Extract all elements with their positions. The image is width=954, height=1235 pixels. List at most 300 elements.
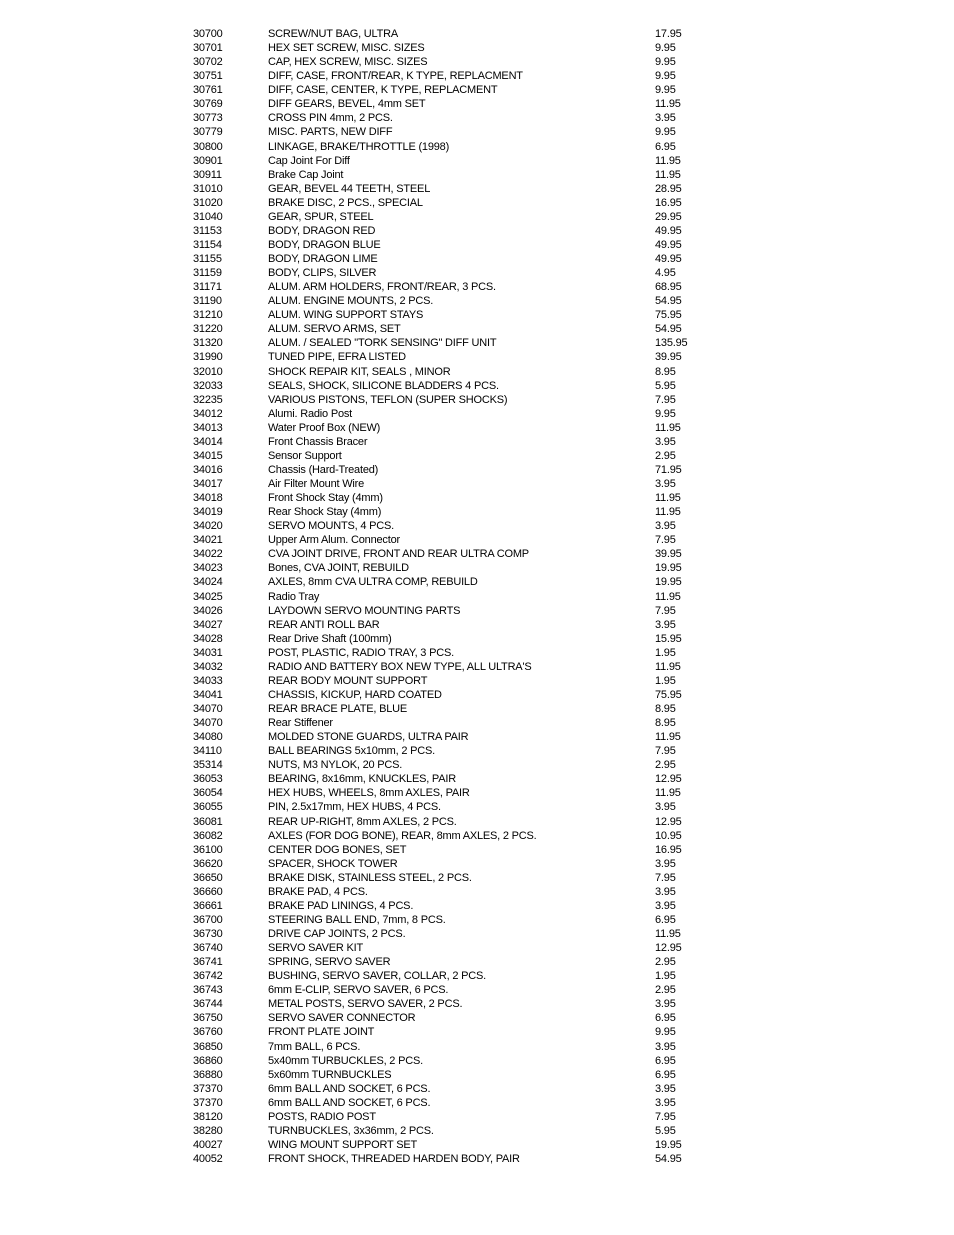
part-description: Alumi. Radio Post <box>268 407 353 420</box>
part-description: CENTER DOG BONES, SET <box>268 843 407 856</box>
part-price: 11.95 <box>655 98 681 111</box>
part-number: 31190 <box>193 295 222 308</box>
table-row <box>0 477 954 491</box>
part-number: 36850 <box>193 1040 223 1053</box>
part-description: ALUM. ENGINE MOUNTS, 2 PCS. <box>268 295 434 308</box>
part-price: 6.95 <box>655 1012 676 1025</box>
part-price: 54.95 <box>655 1153 682 1165</box>
part-number: 34016 <box>193 463 223 476</box>
part-price: 4.95 <box>655 267 676 280</box>
part-number: 36081 <box>193 815 223 828</box>
table-row <box>0 308 954 322</box>
table-row <box>0 533 954 547</box>
part-price: 12.95 <box>655 815 682 828</box>
part-number: 36880 <box>193 1068 223 1081</box>
part-price: 9.95 <box>655 42 676 55</box>
part-number: 30800 <box>193 140 223 153</box>
part-number: 32033 <box>193 379 223 392</box>
part-description: Chassis (Hard-Treated) <box>268 463 379 476</box>
part-price: 3.95 <box>655 112 676 125</box>
part-number: 36743 <box>193 984 223 997</box>
part-number: 34015 <box>193 449 223 462</box>
part-number: 31155 <box>193 253 222 265</box>
part-number: 30901 <box>193 154 223 167</box>
part-price: 8.95 <box>655 703 676 715</box>
table-row <box>0 505 954 519</box>
part-price: 68.95 <box>655 281 682 294</box>
part-description: MOLDED STONE GUARDS, ULTRA PAIR <box>268 731 469 744</box>
table-row <box>0 140 954 154</box>
part-price: 11.95 <box>655 787 681 800</box>
part-price: 49.95 <box>655 224 682 237</box>
part-number: 34033 <box>193 674 223 687</box>
part-price: 11.95 <box>655 492 681 505</box>
part-number: 36100 <box>193 843 223 856</box>
table-row <box>0 97 954 111</box>
table-row <box>0 590 954 604</box>
part-number: 37370 <box>193 1096 223 1109</box>
table-row <box>0 786 954 800</box>
table-row <box>0 969 954 983</box>
table-row <box>0 1054 954 1068</box>
part-number: 31040 <box>193 210 223 223</box>
part-description: Front Chassis Bracer <box>268 435 368 448</box>
part-number: 34018 <box>193 492 223 505</box>
part-number: 38280 <box>193 1124 223 1137</box>
table-row <box>0 294 954 308</box>
part-price: 11.95 <box>655 660 681 673</box>
part-price: 17.95 <box>655 28 682 40</box>
part-description: 6mm BALL AND SOCKET, 6 PCS. <box>268 1082 431 1095</box>
table-row <box>0 575 954 589</box>
table-row <box>0 913 954 927</box>
part-price: 3.95 <box>655 1040 676 1053</box>
part-description: Rear Stiffener <box>268 717 333 730</box>
part-description: 7mm BALL, 6 PCS. <box>268 1040 361 1053</box>
table-row <box>0 702 954 716</box>
part-price: 11.95 <box>655 421 681 434</box>
part-price: 54.95 <box>655 295 682 308</box>
part-number: 40027 <box>193 1138 223 1151</box>
part-price: 11.95 <box>655 168 681 181</box>
part-description: RADIO AND BATTERY BOX NEW TYPE, ALL ULTRA'S <box>268 660 532 673</box>
part-description: 5x40mm TURBUCKLES, 2 PCS. <box>268 1054 423 1067</box>
part-number: 36750 <box>193 1012 223 1025</box>
part-price: 7.95 <box>655 745 676 758</box>
part-price: 10.95 <box>655 829 682 842</box>
part-price: 9.95 <box>655 84 676 97</box>
part-description: MISC. PARTS, NEW DIFF <box>268 126 393 139</box>
table-row <box>0 168 954 182</box>
part-description: SPRING, SERVO SAVER <box>268 956 391 969</box>
table-row <box>0 997 954 1011</box>
part-description: ALUM. / SEALED "TORK SENSING" DIFF UNIT <box>268 337 497 350</box>
part-price: 2.95 <box>655 956 676 969</box>
table-row <box>0 618 954 632</box>
part-price: 75.95 <box>655 688 682 701</box>
part-description: AXLES (FOR DOG BONE), REAR, 8mm AXLES, 2 PCS. <box>268 829 537 842</box>
part-description: FRONT SHOCK, THREADED HARDEN BODY, PAIR <box>268 1153 520 1165</box>
part-price: 2.95 <box>655 984 676 997</box>
part-number: 34020 <box>193 520 223 533</box>
part-number: 36054 <box>193 787 223 800</box>
part-number: 34032 <box>193 660 223 673</box>
part-price: 3.95 <box>655 899 676 912</box>
part-number: 36650 <box>193 871 223 884</box>
table-row <box>0 322 954 336</box>
part-number: 36082 <box>193 829 223 842</box>
table-row <box>0 688 954 702</box>
table-row <box>0 421 954 435</box>
part-price: 3.95 <box>655 520 676 533</box>
part-description: 6mm E-CLIP, SERVO SAVER, 6 PCS. <box>268 984 449 997</box>
table-row <box>0 69 954 83</box>
part-number: 31320 <box>193 337 223 350</box>
part-description: POST, PLASTIC, RADIO TRAY, 3 PCS. <box>268 646 454 659</box>
part-description: SHOCK REPAIR KIT, SEALS , MINOR <box>268 365 451 378</box>
part-description: CVA JOINT DRIVE, FRONT AND REAR ULTRA COMP <box>268 548 529 561</box>
part-description: DIFF GEARS, BEVEL, 4mm SET <box>268 98 426 111</box>
table-row <box>0 843 954 857</box>
part-number: 31010 <box>193 182 223 195</box>
part-price: 1.95 <box>655 970 676 983</box>
part-price: 3.95 <box>655 885 676 898</box>
part-price: 19.95 <box>655 562 682 575</box>
table-row <box>0 800 954 814</box>
part-description: Upper Arm Alum. Connector <box>268 534 400 547</box>
table-row <box>0 772 954 786</box>
part-description: FRONT PLATE JOINT <box>268 1026 375 1039</box>
part-number: 31154 <box>193 238 222 251</box>
part-description: CHASSIS, KICKUP, HARD COATED <box>268 688 442 701</box>
part-price: 9.95 <box>655 407 676 420</box>
part-number: 34080 <box>193 731 223 744</box>
part-number: 34023 <box>193 562 223 575</box>
part-description: LINKAGE, BRAKE/THROTTLE (1998) <box>268 140 450 153</box>
table-row <box>0 744 954 758</box>
part-price: 6.95 <box>655 1054 676 1067</box>
part-price: 54.95 <box>655 323 682 336</box>
part-price: 3.95 <box>655 1096 676 1109</box>
part-description: Bones, CVA JOINT, REBUILD <box>268 562 409 575</box>
part-price: 3.95 <box>655 998 676 1011</box>
table-row <box>0 252 954 266</box>
part-number: 30769 <box>193 98 223 111</box>
part-number: 34041 <box>193 688 223 701</box>
part-price: 3.95 <box>655 857 676 870</box>
part-price: 11.95 <box>655 506 681 519</box>
table-row <box>0 224 954 238</box>
part-number: 36730 <box>193 928 223 940</box>
part-price: 29.95 <box>655 210 682 223</box>
table-row <box>0 125 954 139</box>
table-row <box>0 27 954 41</box>
part-number: 30779 <box>193 126 223 139</box>
part-number: 34022 <box>193 548 223 561</box>
part-price: 6.95 <box>655 1068 676 1081</box>
part-description: REAR BRACE PLATE, BLUE <box>268 703 408 715</box>
part-number: 34024 <box>193 576 223 589</box>
part-description: REAR ANTI ROLL BAR <box>268 618 380 631</box>
part-number: 34110 <box>193 745 222 758</box>
part-description: Cap Joint For Diff <box>268 154 350 167</box>
part-description: BRAKE DISK, STAINLESS STEEL, 2 PCS. <box>268 871 472 884</box>
table-row <box>0 632 954 646</box>
table-row <box>0 280 954 294</box>
table-row <box>0 927 954 941</box>
part-number: 36742 <box>193 970 223 983</box>
part-description: BODY, DRAGON LIME <box>268 253 378 265</box>
part-number: 31220 <box>193 323 223 336</box>
part-number: 30773 <box>193 112 223 125</box>
table-row <box>0 857 954 871</box>
part-description: SCREW/NUT BAG, ULTRA <box>268 28 399 40</box>
part-price: 11.95 <box>655 590 681 603</box>
part-number: 36055 <box>193 801 223 814</box>
part-price: 9.95 <box>655 126 676 139</box>
part-price: 19.95 <box>655 1138 682 1151</box>
table-row <box>0 1138 954 1152</box>
part-price: 49.95 <box>655 253 682 265</box>
part-price: 6.95 <box>655 140 676 153</box>
table-row <box>0 238 954 252</box>
table-row <box>0 365 954 379</box>
table-row <box>0 885 954 899</box>
part-description: TURNBUCKLES, 3x36mm, 2 PCS. <box>268 1124 434 1137</box>
table-row <box>0 182 954 196</box>
part-number: 34027 <box>193 618 223 631</box>
part-number: 36053 <box>193 773 223 786</box>
table-row <box>0 1011 954 1025</box>
part-price: 2.95 <box>655 759 676 772</box>
part-price: 39.95 <box>655 548 682 561</box>
part-price: 28.95 <box>655 182 682 195</box>
part-price: 11.95 <box>655 731 681 744</box>
part-description: BODY, DRAGON RED <box>268 224 376 237</box>
part-number: 36661 <box>193 899 223 912</box>
part-description: DIFF, CASE, CENTER, K TYPE, REPLACMENT <box>268 84 498 97</box>
table-row <box>0 646 954 660</box>
part-description: CAP, HEX SCREW, MISC. SIZES <box>268 56 428 69</box>
part-price: 9.95 <box>655 70 676 83</box>
part-description: SEALS, SHOCK, SILICONE BLADDERS 4 PCS. <box>268 379 499 392</box>
part-number: 34070 <box>193 717 223 730</box>
part-price: 135.95 <box>655 337 688 350</box>
table-row <box>0 899 954 913</box>
part-description: AXLES, 8mm CVA ULTRA COMP, REBUILD <box>268 576 478 589</box>
part-price: 5.95 <box>655 379 676 392</box>
part-description: BODY, DRAGON BLUE <box>268 238 381 251</box>
table-row <box>0 547 954 561</box>
part-price: 12.95 <box>655 773 682 786</box>
part-description: BRAKE PAD LININGS, 4 PCS. <box>268 899 414 912</box>
part-description: GEAR, SPUR, STEEL <box>268 210 374 223</box>
part-price: 8.95 <box>655 365 676 378</box>
part-description: ALUM. SERVO ARMS, SET <box>268 323 401 336</box>
part-description: METAL POSTS, SERVO SAVER, 2 PCS. <box>268 998 463 1011</box>
part-number: 30751 <box>193 70 223 83</box>
part-number: 31210 <box>193 309 223 322</box>
part-number: 34025 <box>193 590 223 603</box>
part-description: Water Proof Box (NEW) <box>268 421 381 434</box>
part-number: 31159 <box>193 267 222 280</box>
table-row <box>0 815 954 829</box>
table-row <box>0 983 954 997</box>
part-description: HEX HUBS, WHEELS, 8mm AXLES, PAIR <box>268 787 470 800</box>
part-number: 35314 <box>193 759 223 772</box>
part-description: ALUM. ARM HOLDERS, FRONT/REAR, 3 PCS. <box>268 281 496 294</box>
table-row <box>0 111 954 125</box>
part-description: SPACER, SHOCK TOWER <box>268 857 398 870</box>
table-row <box>0 1110 954 1124</box>
part-price: 7.95 <box>655 1110 676 1123</box>
part-description: 5x60mm TURNBUCKLES <box>268 1068 392 1081</box>
table-row <box>0 604 954 618</box>
table-row <box>0 674 954 688</box>
table-row <box>0 196 954 210</box>
part-number: 34021 <box>193 534 223 547</box>
part-number: 32235 <box>193 393 223 406</box>
part-description: Sensor Support <box>268 449 342 462</box>
part-number: 34019 <box>193 506 223 519</box>
part-description: WING MOUNT SUPPORT SET <box>268 1138 418 1151</box>
part-price: 49.95 <box>655 238 682 251</box>
part-description: BODY, CLIPS, SILVER <box>268 267 377 280</box>
part-description: TUNED PIPE, EFRA LISTED <box>268 351 406 364</box>
table-row <box>0 55 954 69</box>
part-price: 71.95 <box>655 463 682 476</box>
table-row <box>0 379 954 393</box>
table-row <box>0 266 954 280</box>
part-price: 3.95 <box>655 478 676 490</box>
part-price: 7.95 <box>655 393 676 406</box>
table-row <box>0 83 954 97</box>
parts-list <box>0 27 954 1166</box>
table-row <box>0 519 954 533</box>
part-number: 38120 <box>193 1110 223 1123</box>
part-price: 3.95 <box>655 435 676 448</box>
part-number: 30911 <box>193 168 222 181</box>
part-description: Air Filter Mount Wire <box>268 478 365 490</box>
part-description: Rear Shock Stay (4mm) <box>268 506 382 519</box>
part-price: 1.95 <box>655 674 676 687</box>
part-description: REAR BODY MOUNT SUPPORT <box>268 674 428 687</box>
part-number: 31020 <box>193 196 223 209</box>
table-row <box>0 1082 954 1096</box>
table-row <box>0 1025 954 1039</box>
part-price: 6.95 <box>655 913 676 926</box>
part-number: 34026 <box>193 604 223 617</box>
part-number: 34014 <box>193 435 223 448</box>
table-row <box>0 210 954 224</box>
part-number: 36744 <box>193 998 223 1011</box>
part-price: 9.95 <box>655 1026 676 1039</box>
table-row <box>0 1068 954 1082</box>
part-description: CROSS PIN 4mm, 2 PCS. <box>268 112 393 125</box>
part-number: 36700 <box>193 913 223 926</box>
part-price: 8.95 <box>655 717 676 730</box>
part-number: 34012 <box>193 407 223 420</box>
part-description: GEAR, BEVEL 44 TEETH, STEEL <box>268 182 431 195</box>
part-number: 34031 <box>193 646 223 659</box>
part-number: 36860 <box>193 1054 223 1067</box>
table-row <box>0 449 954 463</box>
part-price: 5.95 <box>655 1124 676 1137</box>
part-number: 31990 <box>193 351 223 364</box>
table-row <box>0 561 954 575</box>
part-description: BRAKE PAD, 4 PCS. <box>268 885 368 898</box>
table-row <box>0 435 954 449</box>
table-row <box>0 350 954 364</box>
part-description: Rear Drive Shaft (100mm) <box>268 632 392 645</box>
part-price: 1.95 <box>655 646 676 659</box>
part-description: BEARING, 8x16mm, KNUCKLES, PAIR <box>268 773 456 786</box>
part-description: SERVO SAVER KIT <box>268 942 364 955</box>
part-description: Front Shock Stay (4mm) <box>268 492 383 505</box>
part-number: 31171 <box>193 281 222 294</box>
part-number: 32010 <box>193 365 223 378</box>
part-description: Brake Cap Joint <box>268 168 344 181</box>
part-price: 11.95 <box>655 928 681 940</box>
part-number: 36740 <box>193 942 223 955</box>
table-row <box>0 154 954 168</box>
part-description: 6mm BALL AND SOCKET, 6 PCS. <box>268 1096 431 1109</box>
table-row <box>0 1124 954 1138</box>
part-price: 75.95 <box>655 309 682 322</box>
part-description: STEERING BALL END, 7mm, 8 PCS. <box>268 913 446 926</box>
part-price: 12.95 <box>655 942 682 955</box>
part-number: 30702 <box>193 56 223 69</box>
part-description: PIN, 2.5x17mm, HEX HUBS, 4 PCS. <box>268 801 441 814</box>
part-price: 7.95 <box>655 871 676 884</box>
part-description: DRIVE CAP JOINTS, 2 PCS. <box>268 928 406 940</box>
part-number: 40052 <box>193 1153 223 1165</box>
table-row <box>0 941 954 955</box>
part-description: HEX SET SCREW, MISC. SIZES <box>268 42 425 55</box>
part-description: ALUM. WING SUPPORT STAYS <box>268 309 424 322</box>
part-description: Radio Tray <box>268 590 320 603</box>
part-price: 3.95 <box>655 1082 676 1095</box>
part-number: 30701 <box>193 42 223 55</box>
part-description: NUTS, M3 NYLOK, 20 PCS. <box>268 759 403 772</box>
part-price: 7.95 <box>655 604 676 617</box>
table-row <box>0 758 954 772</box>
table-row <box>0 491 954 505</box>
table-row <box>0 1096 954 1110</box>
part-price: 16.95 <box>655 843 682 856</box>
part-description: POSTS, RADIO POST <box>268 1110 376 1123</box>
table-row <box>0 955 954 969</box>
part-number: 34070 <box>193 703 223 715</box>
part-description: BRAKE DISC, 2 PCS., SPECIAL <box>268 196 423 209</box>
part-description: VARIOUS PISTONS, TEFLON (SUPER SHOCKS) <box>268 393 508 406</box>
part-description: SERVO SAVER CONNECTOR <box>268 1012 416 1025</box>
part-description: BUSHING, SERVO SAVER, COLLAR, 2 PCS. <box>268 970 486 983</box>
part-number: 30700 <box>193 28 223 40</box>
part-price: 39.95 <box>655 351 682 364</box>
part-description: BALL BEARINGS 5x10mm, 2 PCS. <box>268 745 436 758</box>
part-number: 31153 <box>193 224 222 237</box>
part-description: REAR UP-RIGHT, 8mm AXLES, 2 PCS. <box>268 815 457 828</box>
part-number: 34017 <box>193 478 223 490</box>
table-row <box>0 407 954 421</box>
table-row <box>0 829 954 843</box>
part-price: 16.95 <box>655 196 682 209</box>
part-price: 3.95 <box>655 801 676 814</box>
part-price: 3.95 <box>655 618 676 631</box>
part-number: 37370 <box>193 1082 223 1095</box>
part-description: SERVO MOUNTS, 4 PCS. <box>268 520 394 533</box>
